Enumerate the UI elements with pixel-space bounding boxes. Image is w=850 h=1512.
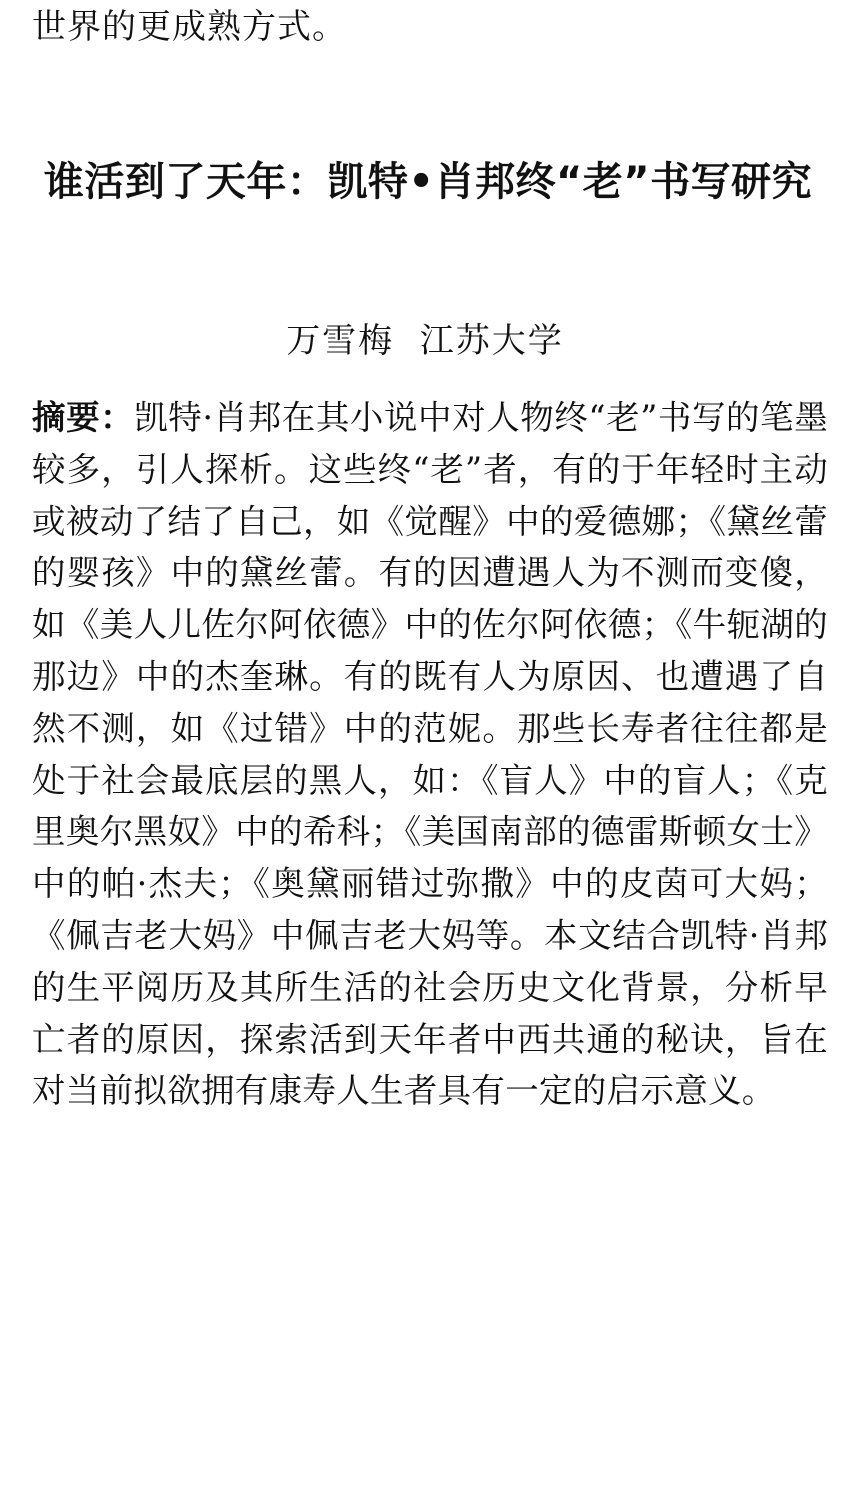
abstract-label: 摘要：	[32, 398, 135, 437]
previous-paragraph-tail: 世界的更成熟方式。	[32, 7, 347, 47]
abstract-text: 凯特·肖邦在其小说中对人物终“老”书写的笔墨较多，引人探析。这些终“老”者，有的于年轻时主动或被动了结了自己，如《觉醒》中的爱德娜；《黛丝蕾的婴孩》中的黛丝蕾。有的因遭遇人为不测而变傻，如《美人儿佐尔阿依德》中的佐尔阿依德；《牛轭湖的那边》中的杰奎琳。有的既有人为原因、也遭遇了自然不测，如《过错》中的范妮。那些长寿者往往都是处于社会最底层的黑人，如：《盲人》中的盲人；《克里奥尔黑奴》中的希科；《美国南部的德雷斯顿女士》中的帕·杰夫；《奥黛丽错过弥撒》中的皮茵可大妈；《佩吉老大妈》中佩吉老大妈等。本文结合凯特·肖邦的生平阅历及其所生活的社会历史文化背景，分析早亡者的原因，探索活到天年者中西共通的秘诀，旨在对当前拟欲拥有康寿人生者具有一定的启示意义。	[32, 398, 829, 1111]
author-affiliation: 万雪梅 江苏大学	[286, 321, 564, 361]
article-title: 谁活到了天年：凯特•肖邦终“老”书写研究	[43, 159, 813, 205]
abstract-paragraph	[32, 392, 828, 1117]
